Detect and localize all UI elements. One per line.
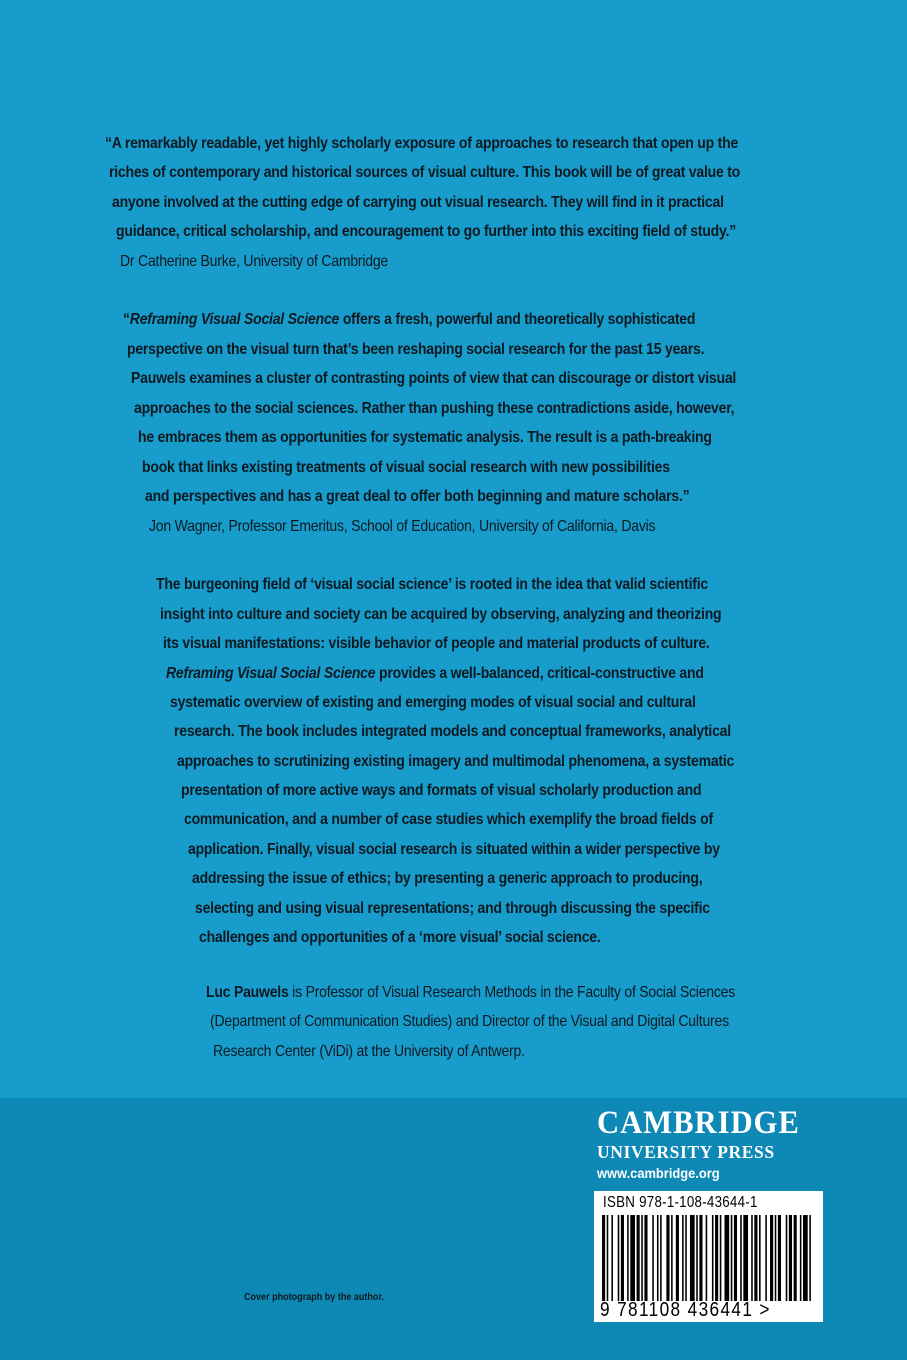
barcode-bar	[786, 1215, 788, 1301]
barcode-bar	[641, 1215, 643, 1301]
barcode-bar	[789, 1215, 792, 1301]
description-line: selecting and using visual representations; and through discussing the specific	[195, 900, 710, 917]
barcode-digits: 9 781108 436441 >	[600, 1299, 771, 1321]
description-line: insight into culture and society can be acquired by observing, analyzing and theorizing	[160, 606, 722, 623]
review-attribution: Jon Wagner, Professor Emeritus, School of Education, University of California, Davis	[149, 518, 656, 535]
review-line: riches of contemporary and historical sources of visual culture. This book will be of great value to	[109, 164, 741, 181]
barcode-bar	[602, 1215, 605, 1301]
barcode-bar	[637, 1215, 640, 1301]
barcode-bar	[618, 1215, 620, 1301]
description-line: systematic overview of existing and emerging modes of visual social and cultural	[170, 694, 696, 711]
barcode-bar	[770, 1215, 773, 1301]
barcode-bar	[809, 1215, 811, 1301]
barcode-bar	[720, 1215, 722, 1301]
review-line: book that links existing treatments of visual social research with new possibilities	[142, 459, 670, 476]
review-line: approaches to the social sciences. Rather than pushing these contradictions aside, however,	[134, 400, 735, 417]
barcode-bar	[706, 1215, 708, 1301]
description-line-rest: provides a well-balanced, critical-constructive and	[375, 665, 704, 682]
description-line: The burgeoning field of ‘visual social science’ is rooted in the idea that valid scientific	[156, 576, 708, 593]
barcode-bar	[611, 1215, 613, 1301]
barcode-bar	[743, 1215, 748, 1301]
review-line: perspective on the visual turn that’s been reshaping social research for the past 15 years.	[127, 341, 705, 358]
description-line: its visual manifestations: visible behavior of people and material products of culture.	[163, 635, 710, 652]
barcode-bar	[759, 1215, 761, 1301]
description-line: research. The book includes integrated models and conceptual frameworks, analytical	[174, 723, 731, 740]
barcode-bar	[731, 1215, 733, 1301]
description-line: approaches to scrutinizing existing imagery and multimodal phenomena, a systematic	[177, 753, 735, 770]
review-line: Pauwels examines a cluster of contrasting points of view that can discourage or distort visual	[131, 370, 737, 387]
bio-line	[206, 983, 735, 1003]
barcode-bar	[715, 1215, 718, 1301]
review-line: and perspectives and has a great deal to offer both beginning and mature scholars.”	[145, 488, 690, 505]
review-line-rest: offers a fresh, powerful and theoretically sophisticated	[339, 311, 696, 328]
description-line: presentation of more active ways and formats of visual scholarly production and	[181, 782, 702, 799]
review-attribution: Dr Catherine Burke, University of Cambridge	[120, 253, 389, 270]
description-line	[166, 664, 704, 684]
barcode-bar	[751, 1215, 753, 1301]
description-line: challenges and opportunities of a ‘more visual’ social science.	[199, 929, 601, 946]
review-line: he embraces them as opportunities for systematic analysis. The result is a path-breaking	[138, 429, 712, 446]
publisher-name: CAMBRIDGE	[597, 1105, 800, 1141]
open-quote: “	[123, 311, 130, 328]
barcode-bar	[682, 1215, 684, 1301]
book-title: Reframing Visual Social Science	[166, 665, 376, 682]
barcode-bar	[660, 1215, 662, 1301]
barcode-bar	[676, 1215, 679, 1301]
barcode-bar	[671, 1215, 673, 1301]
barcode-bar	[657, 1215, 659, 1301]
cover-photo-credit: Cover photograph by the author.	[244, 1291, 384, 1303]
barcode-bar	[685, 1215, 687, 1301]
description-line: application. Finally, visual social research is situated within a wider perspective by	[188, 841, 720, 858]
review-line	[123, 310, 695, 330]
barcode-bar	[800, 1215, 802, 1301]
description-line: communication, and a number of case studies which exemplify the broad fields of	[184, 811, 713, 828]
isbn-barcode	[594, 1191, 823, 1322]
barcode-bar	[644, 1215, 647, 1301]
barcode-bar	[696, 1215, 698, 1301]
bio-line: (Department of Communication Studies) and Director of the Visual and Digital Cultures	[210, 1013, 729, 1030]
description-line: addressing the issue of ethics; by presenting a generic approach to producing,	[192, 870, 703, 887]
barcode-bar	[778, 1215, 781, 1301]
barcode-bar	[803, 1215, 808, 1301]
barcode-bar	[775, 1215, 777, 1301]
review-line: anyone involved at the cutting edge of carrying out visual research. They will find in it practical	[112, 194, 724, 211]
publisher-subtitle: UNIVERSITY PRESS	[597, 1142, 775, 1162]
barcode-bar	[740, 1215, 742, 1301]
barcode-bar	[712, 1215, 714, 1301]
barcode-bar	[621, 1215, 624, 1301]
book-title: Reframing Visual Social Science	[129, 311, 340, 328]
barcode-bar	[627, 1215, 629, 1301]
barcode-bars	[602, 1215, 814, 1301]
review-line: guidance, critical scholarship, and encouragement to go further into this exciting field of study.”	[116, 223, 737, 240]
barcode-bar	[690, 1215, 695, 1301]
bio-line-rest: is Professor of Visual Research Methods in the Faculty of Social Sciences	[288, 984, 736, 1001]
isbn-label: ISBN 978-1-108-43644-1	[603, 1194, 758, 1211]
author-name: Luc Pauwels	[206, 984, 289, 1001]
barcode-bar	[607, 1215, 609, 1301]
barcode-bar	[652, 1215, 654, 1301]
barcode-bar	[754, 1215, 757, 1301]
review-line: “A remarkably readable, yet highly scholarly exposure of approaches to research that open up the	[105, 135, 739, 152]
barcode-bar	[765, 1215, 767, 1301]
barcode-bar	[630, 1215, 635, 1301]
publisher-url: www.cambridge.org	[597, 1165, 720, 1181]
barcode-bar	[734, 1215, 737, 1301]
barcode-bar	[724, 1215, 729, 1301]
barcode-bar	[699, 1215, 702, 1301]
barcode-bar	[794, 1215, 797, 1301]
barcode-bar	[666, 1215, 669, 1301]
bio-line: Research Center (ViDi) at the University of Antwerp.	[213, 1043, 525, 1060]
